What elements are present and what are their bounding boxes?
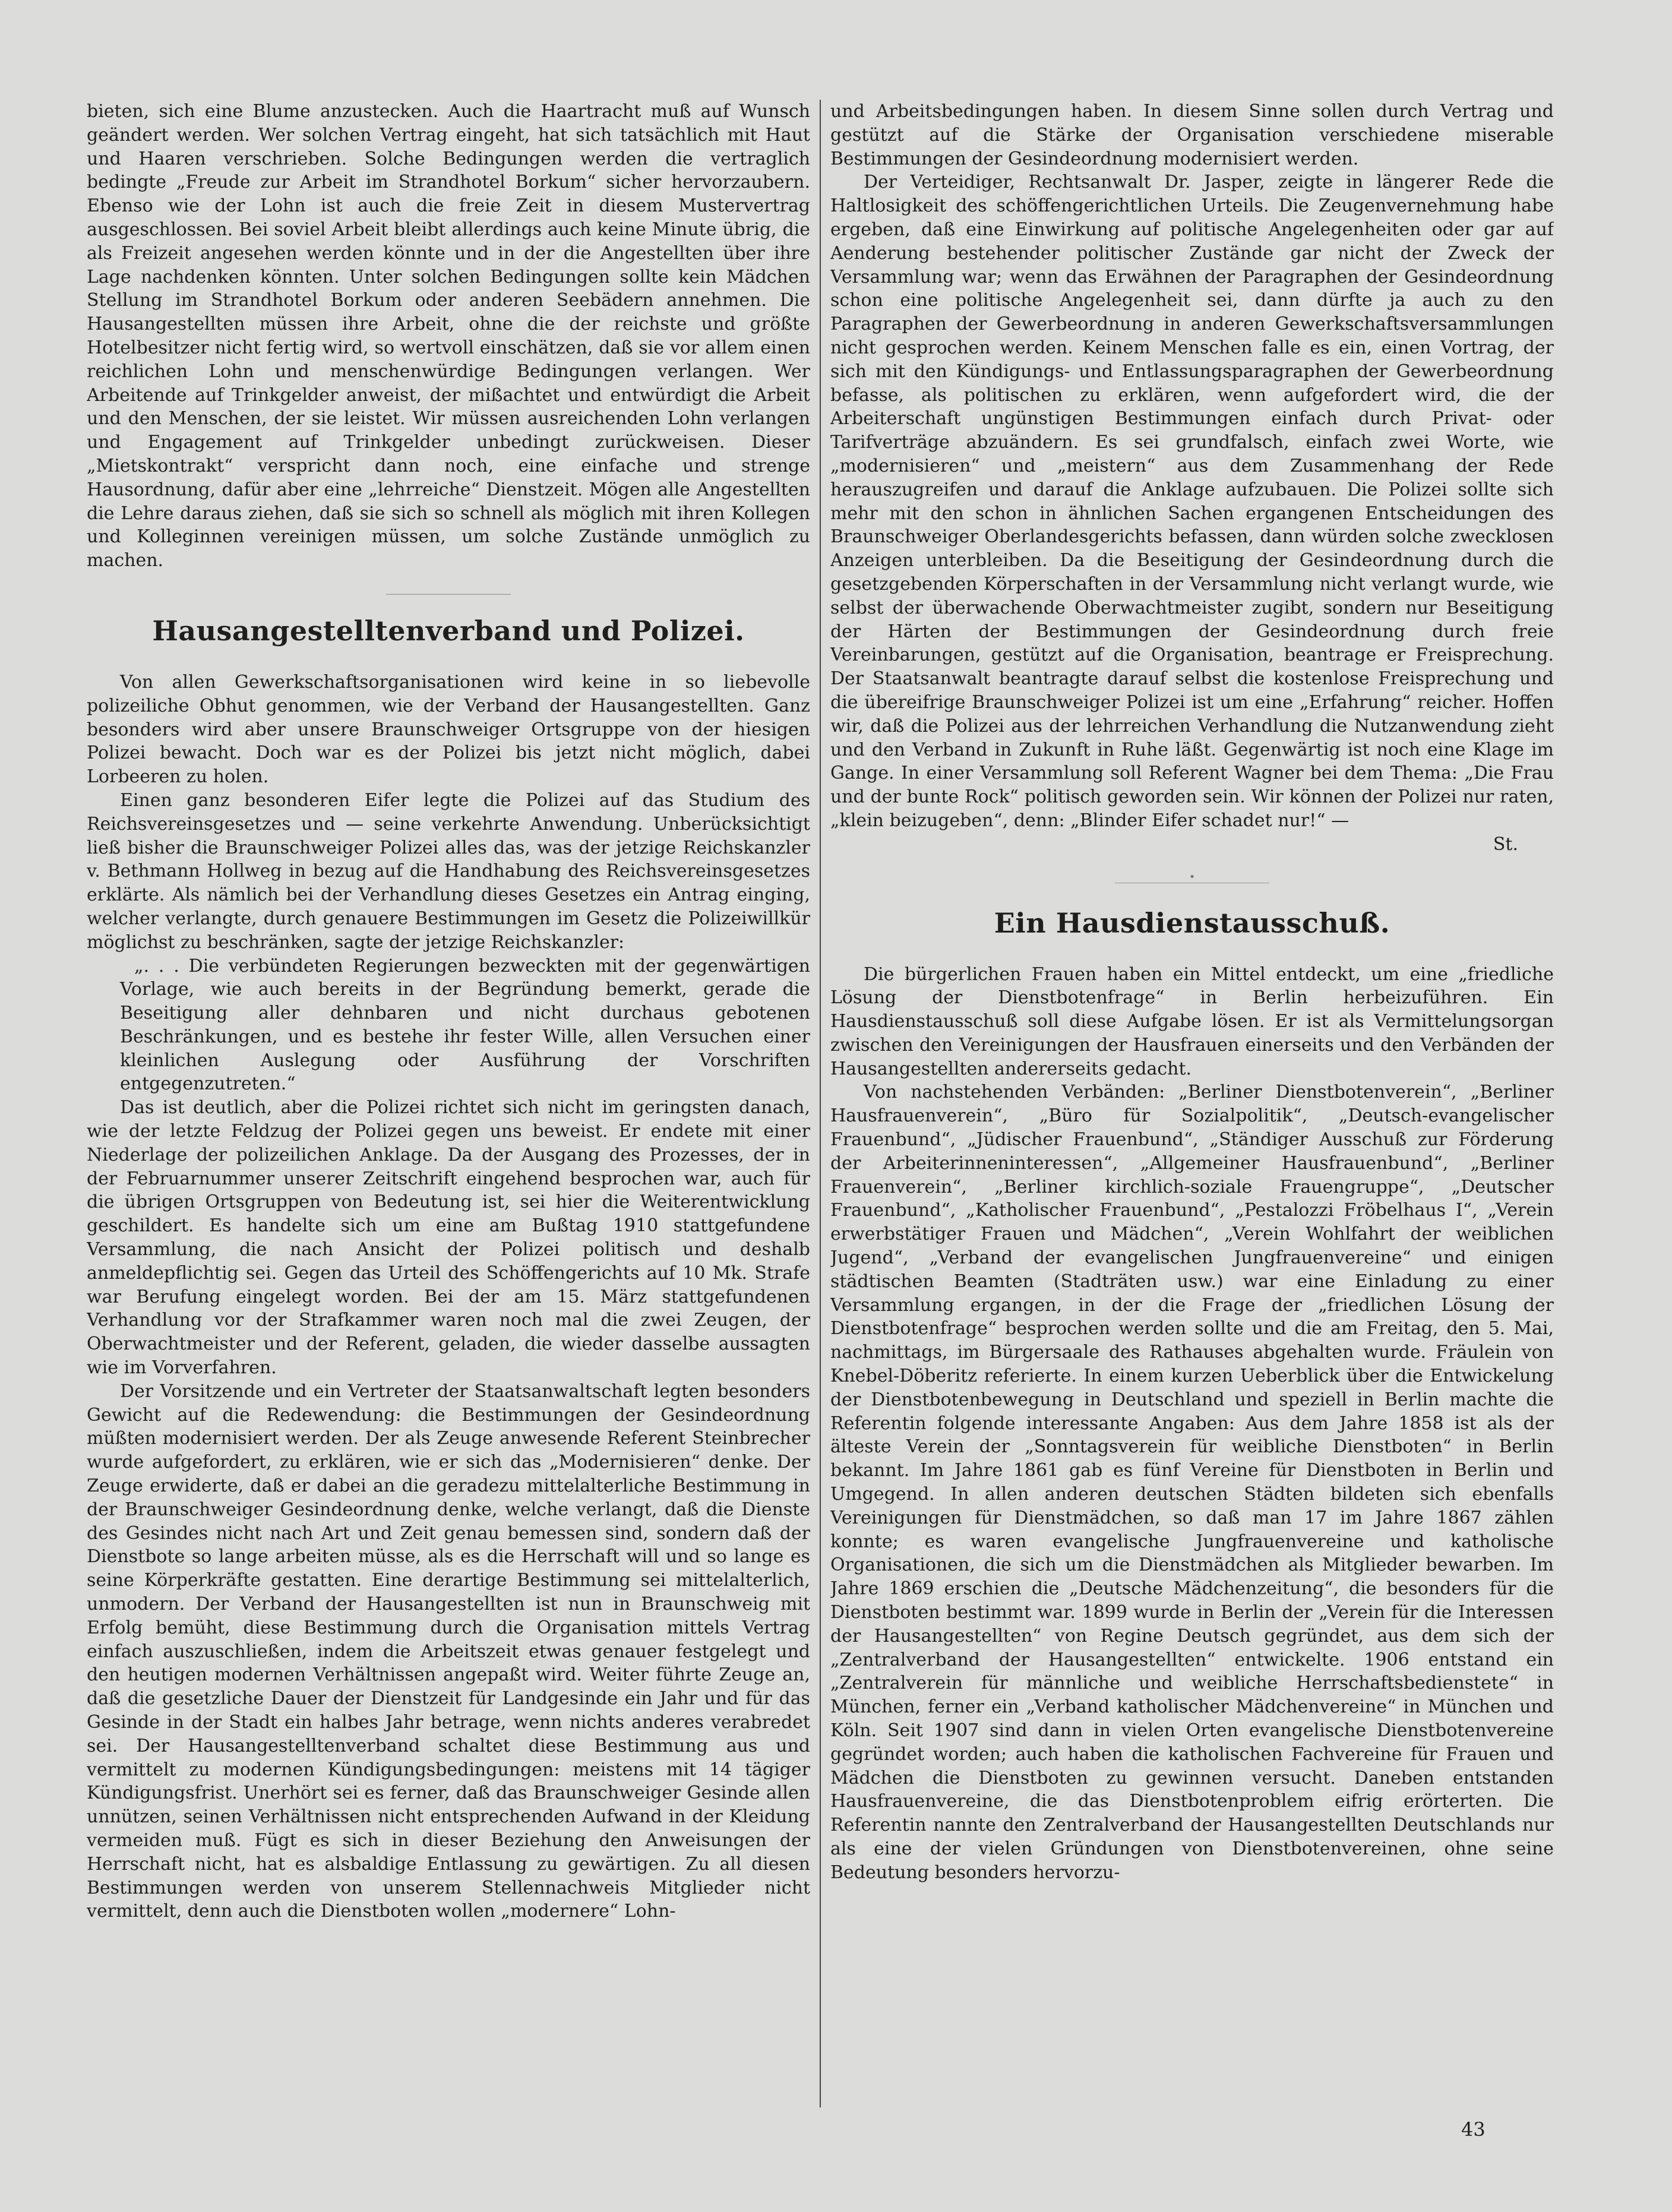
column-divider — [820, 100, 821, 2107]
right-column — [830, 100, 1554, 2143]
author-signature: St. — [1493, 833, 1518, 855]
paragraph: und Arbeitsbedingungen haben. In diesem Sinne sollen durch Vertrag und gestützt auf die Stärke der Organisation verschiedene miserable Bestimmungen der Gesindeordnung modernisiert werden. — [830, 101, 1554, 169]
article-continuation-paragraph: bieten, sich eine Blume anzustecken. Auch die Haartracht muß auf Wunsch geändert werden. Wer solchen Vertrag eingeht, hat sich tatsächlich mit Haut und Haaren verschrieben. Solche Bedingungen werden die vertraglich bedingte „Freude zur Arbeit im Strandhotel Borkum“ sicher hervorzaubern. Ebenso wie der Lohn ist auch die freie Zeit in diesem Mustervertrag ausgeschlossen. Bei soviel Arbeit bleibt allerdings auch keine Minute übrig, die als Freizeit angesehen werden könnte und in der die Angestellten über ihre Lage nachdenken könnten. Unter solchen Bedingungen sollte kein Mädchen Stellung im Strandhotel Borkum oder anderen Seebädern annehmen. Die Hausangestellten müssen ihre Arbeit, ohne die der reichste und größte Hotelbesitzer nicht fertig wird, so wertvoll einschätzen, daß sie vor allem einen reichlichen Lohn und menschenwürdige Bedingungen verlangen. Wer Arbeitende auf Trinkgelder anweist, der mißachtet und entwürdigt die Arbeit und den Menschen, der sie leistet. Wir müssen ausreichenden Lohn verlangen und Engagement auf Trinkgelder unbedingt zurückweisen. Dieser „Mietskontrakt“ verspricht dann noch, eine einfache und strenge Hausordnung, dafür aber eine „lehrreiche“ Dienstzeit. Mögen alle Angestellten die Lehre daraus ziehen, daß sie sich so schnell als möglich mit ihren Kollegen und Kolleginnen vereinigen müssen, um solche Zustände unmöglich zu machen. — [87, 101, 810, 571]
left-column — [87, 100, 810, 2143]
paragraph: Das ist deutlich, aber die Polizei richtet sich nicht im geringsten danach, wie der letzte Feldzug der Polizei gegen uns beweist. Er endete mit einer Niederlage der polizeilichen Anklage. Da der Ausgang des Prozesses, der in der Februarnummer unserer Zeitschrift eingehend besprochen war, auch für die übrigen Ortsgruppen von Bedeutung ist, sei hier die Weiterentwicklung geschildert. Es handelte sich um eine am Bußtag 1910 stattgefundene Versammlung, die nach Ansicht der Polizei politisch und deshalb anmeldepflichtig sei. Gegen das Urteil des Schöffengerichts auf 10 Mk. Strafe war Berufung eingelegt worden. Bei der am 15. März stattgefundenen Verhandlung vor der Strafkammer waren noch mal die zwei Zeugen, der Oberwachtmeister und der Referent, geladen, die wieder dasselbe aussagten wie im Vorverfahren. — [87, 1097, 810, 1379]
paragraph: Der Vorsitzende und ein Vertreter der Staatsanwaltschaft legten besonders Gewicht auf die Redewendung: die Bestimmungen der Gesindeordnung müßten modernisiert werden. Der als Zeuge anwesende Referent Steinbrecher wurde aufgefordert, zu erklären, wie er sich das „Modernisieren“ denke. Der Zeuge erwiderte, daß er dabei an die geradezu mittelalterliche Bestimmung in der Braunschweiger Gesindeordnung denke, welche verlangt, daß die Dienste des Gesindes nicht nach Art und Zeit genau bemessen sind, sondern daß der Dienstbote so lange arbeiten müsse, als es die Herrschaft will und so lange es seine Körperkräfte gestatten. Eine derartige Bestimmung sei mittelalterlich, unmodern. Der Verband der Hausangestellten ist nun in Braunschweig mit Erfolg bemüht, diese Bestimmung durch die Organisation mittels Vertrag einfach auszuschließen, indem die Arbeitszeit etwas genauer festgelegt und den heutigen modernen Verhältnissen angepaßt wird. Weiter führte Zeuge an, daß die gesetzliche Dauer der Dienstzeit für Landgesinde ein Jahr und für das Gesinde in der Stadt ein halbes Jahr betrage, wenn nichts anderes verabredet sei. Der Hausangestelltenverband schaltet diese Bestimmung aus und vermittelt zu modernen Kündigungsbedingungen: meistens mit 14 tägiger Kündigungsfrist. Unerhört sei es ferner, daß das Braunschweiger Gesinde allen unnützen, seinen Verhältnissen nicht entsprechenden Aufwand in der Kleidung vermeiden muß. Fügt es sich in dieser Beziehung den Anweisungen der Herrschaft nicht, hat es alsbaldige Entlassung zu gewärtigen. Zu all diesen Bestimmungen werden von unserem Stellennachweis Mitglieder nicht vermittelt, denn auch die Dienstboten wollen „modernere“ Lohn- — [87, 1380, 810, 1922]
separator-rule: • — [1115, 872, 1269, 883]
block-quote — [120, 955, 810, 1096]
separator-rule — [386, 594, 511, 595]
paragraph: Von nachstehenden Verbänden: „Berliner Dienstbotenverein“, „Berliner Hausfrauenverein“, „Büro für Sozialpolitik“, „Deutsch-evangelischer Frauenbund“, „Jüdischer Frauenbund“, „Ständiger Ausschuß zur Förderung der Arbeiterinneninteressen“, „Allgemeiner Hausfrauenbund“, „Berliner Frauenverein“, „Berliner kirchlich-soziale Frauengruppe“, „Deutscher Frauenbund“, „Katholischer Frauenbund“, „Pestalozzi Fröbelhaus I“, „Verein erwerbstätiger Frauen und Mädchen“, „Verein Wohlfahrt der weiblichen Jugend“, „Verband der evangelischen Jungfrauenvereine“ und einigen städtischen Beamten (Stadträten usw.) war eine Einladung zu einer Versammlung ergangen, in der die Frage der „friedlichen Lösung der Dienstbotenfrage“ besprochen werden sollte und die am Freitag, den 5. Mai, nachmittags, im Bürgersaale des Rathauses abgehalten wurde. Fräulein von Knebel-Döberitz referierte. In einem kurzen Ueberblick über die Entwickelung der Dienstbotenbewegung in Deutschland und speziell in Berlin machte die Referentin folgende interessante Angaben: Aus dem Jahre 1858 ist als der älteste Verein der „Sonntagsverein für weibliche Dienstboten“ in Berlin bekannt. Im Jahre 1861 gab es fünf Vereine für Dienstboten in Berlin und Umgegend. In allen anderen deutschen Städten bildeten sich ebenfalls Vereinigungen für Dienstmädchen, so daß man 17 im Jahre 1867 zählen konnte; es waren evangelische Jungfrauenvereine und katholische Organisationen, die sich um die Dienstmädchen als Mitglieder bewarben. Im Jahre 1869 erschien die „Deutsche Mädchenzeitung“, die besonders für die Dienstboten bestimmt war. 1899 wurde in Berlin der „Verein für die Interessen der Hausangestellten“ von Regine Deutsch gegründet, aus dem sich der „Zentralverband der Hausangestellten“ entwickelte. 1906 entstand ein „Zentralverein für männliche und weibliche Herrschaftsbedienstete“ in München, ferner ein „Verband katholischer Mädchenvereine“ in München und Köln. Seit 1907 sind dann in vielen Orten evangelische Dienstbotenvereine gegründet worden; auch haben die katholischen Fachvereine für Frauen und Mädchen die Dienstboten zu gewinnen versucht. Daneben entstanden Hausfrauenvereine, die das Dienstbotenproblem eifrig erörterten. Die Referentin nannte den Zentralverband der Hausangestellten Deutschlands nur als eine der vielen Gründungen von Dienstbotenvereinen, ohne seine Bedeutung besonders hervorzu- — [830, 1082, 1554, 1883]
paragraph: Der Verteidiger, Rechtsanwalt Dr. Jasper, zeigte in längerer Rede die Haltlosigkeit des schöffengerichtlichen Urteils. Die Zeugenvernehmung habe ergeben, daß eine Einwirkung auf politische Angelegenheiten oder gar auf Aenderung bestehender politischer Zustände gar nicht der Zweck der Versammlung war; wenn das Erwähnen der Paragraphen der Gesindeordnung schon eine politische Angelegenheit sei, dann dürfte ja auch zu den Paragraphen der Gewerbeordnung in anderen Gewerkschaftsversammlungen nicht gesprochen werden. Keinem Menschen falle es ein, einen Vortrag, der sich mit den Kündigungs- und Entlassungsparagraphen der Gewerbeordnung befasse, als politischen zu erklären, wenn aufgefordert wird, die der Arbeiterschaft ungünstigen Bestimmungen einfach durch Privat- oder Tarifverträge abzuändern. Es sei grundfalsch, einfach zwei Worte, wie „modernisieren“ und „meistern“ aus dem Zusammenhang der Rede herauszugreifen und darauf die Anklage aufzubauen. Die Polizei sollte sich mehr mit den schon in ähnlichen Sachen ergangenen Entscheidungen des Braunschweiger Oberlandesgerichts befassen, dann würden solche zwecklosen Anzeigen unterbleiben. Da die Beseitigung der Gesindeordnung durch die gesetzgebenden Körperschaften in der Versammlung nicht verlangt wurde, wie selbst der überwachende Oberwachtmeister zugibt, sondern nur Beseitigung der Härten der Bestimmungen der Gesindeordnung durch freie Vereinbarungen, gestützt auf die Organisation, beantrage er Freisprechung. Der Staatsanwalt beantragte darauf selbst die kostenlose Freisprechung und die übereifrige Braunschweiger Polizei ist um eine „Erfahrung“ reicher. Hoffen wir, daß die Polizei aus der lehrreichen Verhandlung die Nutzanwendung zieht und den Verband in Zukunft in Ruhe läßt. Gegenwärtig ist noch eine Klage im Gange. In einer Versammlung soll Referent Wagner bei dem Thema: „Die Frau und der bunte Rock“ politisch geworden sein. Wir können der Polizei nur raten, „klein beizugeben“, denn: „Blinder Eifer schadet nur!“ — — [830, 172, 1554, 831]
quote-text: „. . . Die verbündeten Regierungen bezweckten mit der gegenwärtigen Vorlage, wie auch bereits in der Begründung bemerkt, gerade die Beseitigung aller dehnbaren und nicht durchaus gebotenen Beschränkungen, und es bestehe ihr fester Wille, allen Versuchen einer kleinlichen Auslegung oder Ausführung der Vorschriften entgegenzutreten.“ — [120, 955, 810, 1095]
article-heading-polizei: Hausangestelltenverband und Polizei. — [152, 614, 745, 647]
page-number: 43 — [1461, 2118, 1485, 2141]
article-heading-hausdienstausschuss: Ein Hausdienstausschuß. — [994, 906, 1390, 939]
paragraph: Von allen Gewerkschaftsorganisationen wird keine in so liebevolle polizeiliche Obhut genommen, wie der Verband der Hausangestellten. Ganz besonders wird aber unsere Braunschweiger Ortsgruppe von der hiesigen Polizei bewacht. Doch war es der Polizei bis jetzt nicht möglich, dabei Lorbeeren zu holen. — [87, 671, 810, 788]
paragraph: Einen ganz besonderen Eifer legte die Polizei auf das Studium des Reichsvereinsgesetzes und — seine verkehrte Anwendung. Unberücksichtigt ließ bisher die Braunschweiger Polizei alles das, was der jetzige Reichskanzler v. Bethmann Hollweg in bezug auf die Handhabung des Reichsvereinsgesetzes erklärte. Als nämlich bei der Verhandlung dieses Gesetzes ein Antrag einging, welcher verlangte, durch genauere Bestimmungen im Gesetz die Polizeiwillkür möglichst zu beschränken, sagte der jetzige Reichskanzler: — [87, 789, 810, 953]
paragraph: Die bürgerlichen Frauen haben ein Mittel entdeckt, um eine „friedliche Lösung der Dienstbotenfrage“ in Berlin herbeizuführen. Ein Hausdienstausschuß soll diese Aufgabe lösen. Er ist als Vermittelungsorgan zwischen den Vereinigungen der Hausfrauen einerseits und den Verbänden der Hausangestellten andererseits gedacht. — [830, 963, 1554, 1079]
